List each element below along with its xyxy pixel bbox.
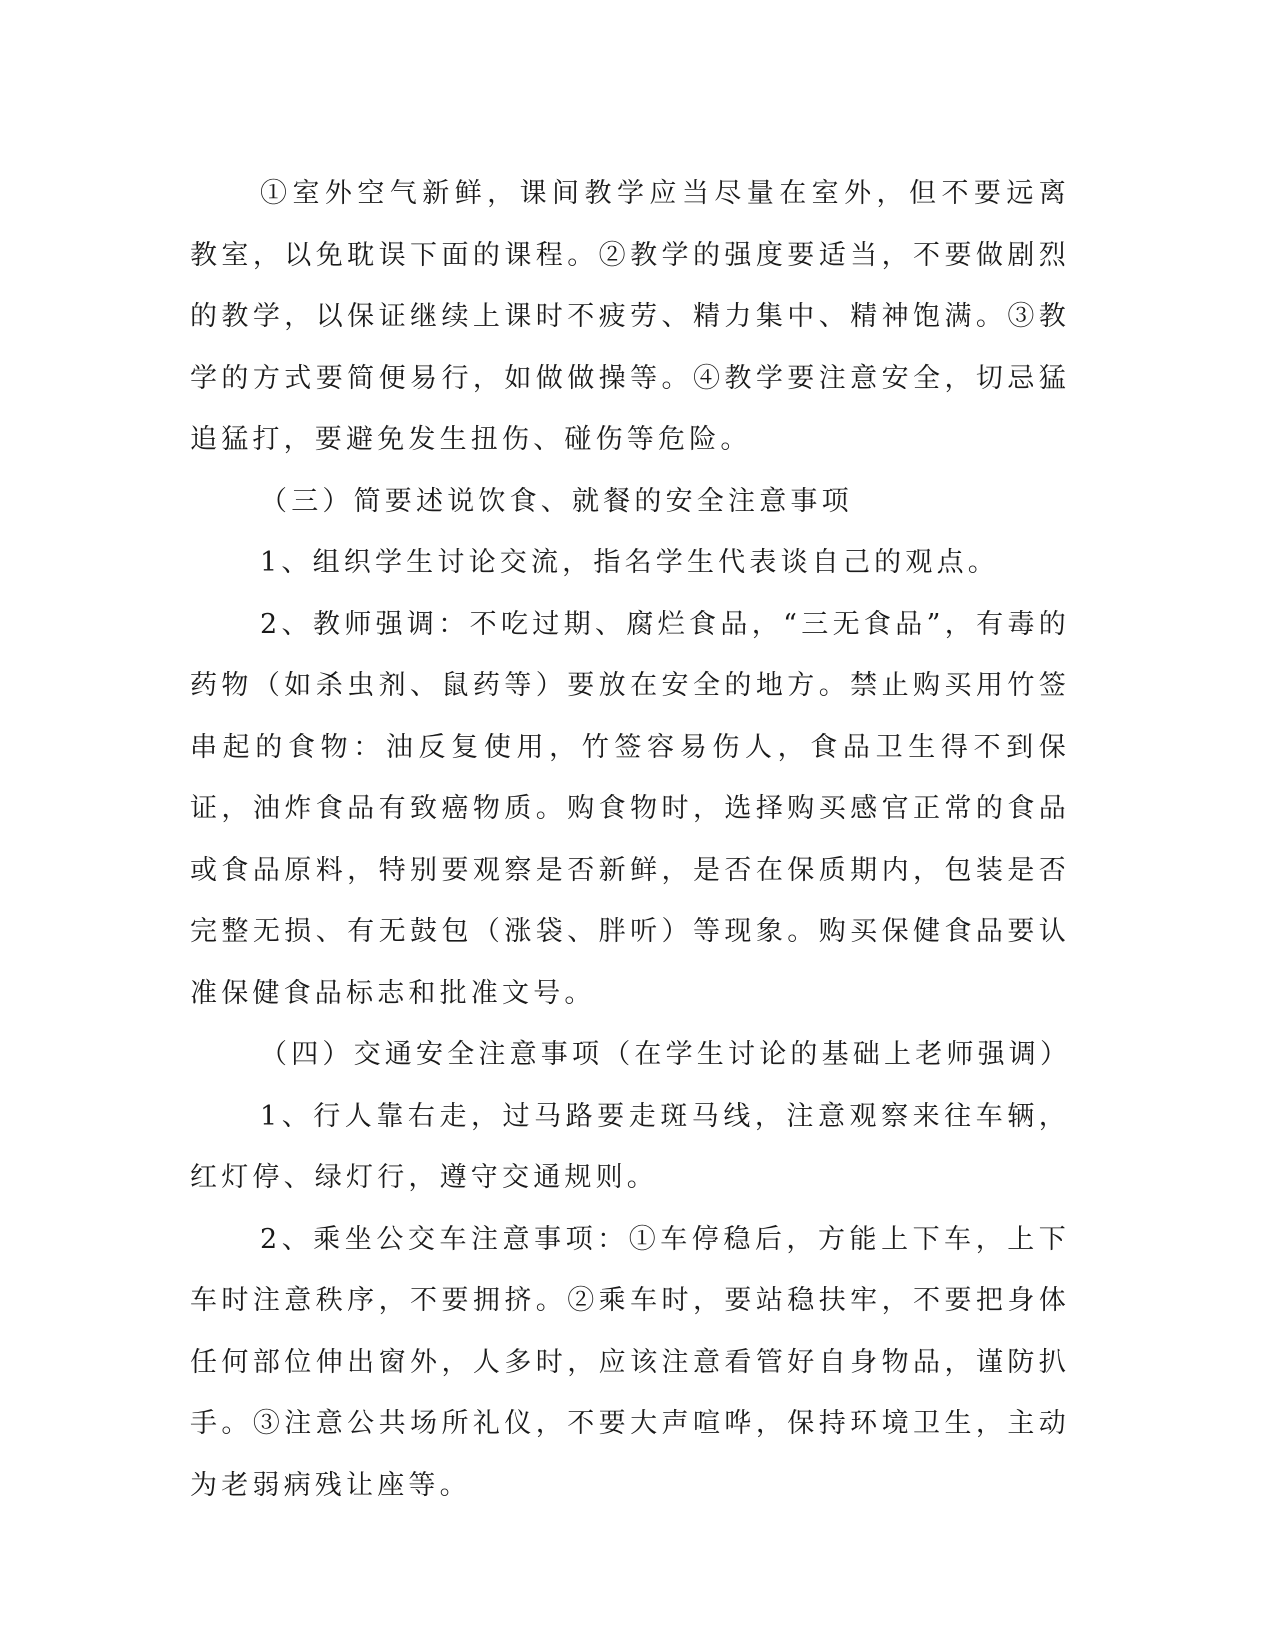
paragraph-pedestrian-rules: 1、行人靠右走，过马路要走斑马线，注意观察来往车辆，红灯停、绿灯行，遵守交通规则。 bbox=[190, 1100, 1070, 1193]
section-heading-food-safety: （三）简要述说饮食、就餐的安全注意事项 bbox=[260, 485, 853, 517]
paragraph-food-teacher-emphasis: 2、教师强调：不吃过期、腐烂食品，“三无食品”，有毒的药物（如杀虫剂、鼠药等）要放在安全的地方。禁止购买用竹签串起的食物：油反复使用，竹签容易伤人，食品卫生得不到保证，油炸食品有致癌物质。购食物时，选择购买感官正常的食品或食品原料，特别要观察是否新鲜，是否在保质期内，包装是否完整无损、有无鼓包（涨袋、胖听）等现象。购买保健食品要认准保健食品标志和批准文号。 bbox=[190, 608, 1070, 1009]
section-heading-traffic-safety: （四）交通安全注意事项（在学生讨论的基础上老师强调） bbox=[260, 1039, 1072, 1070]
paragraph-recess-activity-rules: ①室外空气新鲜，课间教学应当尽量在室外，但不要远离教室，以免耽误下面的课程。②教学的强度要适当，不要做剧烈的教学，以保证继续上课时不疲劳、精力集中、精神饱满。③教学的方式要简便易行，如做做操等。④教学要注意安全，切忌猛追猛打，要避免发生扭伤、碰伤等危险。 bbox=[190, 178, 1070, 455]
paragraph-food-discussion: 1、组织学生讨论交流，指名学生代表谈自己的观点。 bbox=[260, 547, 999, 578]
paragraph-bus-rules: 2、乘坐公交车注意事项：①车停稳后，方能上下车，上下车时注意秩序，不要拥挤。②乘车时，要站稳扶牢，不要把身体任何部位伸出窗外，人多时，应该注意看管好自身物品，谨防扒手。③注意公共场所礼仪，不要大声喧哗，保持环境卫生，主动为老弱病残让座等。 bbox=[190, 1223, 1070, 1501]
document-body bbox=[190, 163, 1070, 1516]
